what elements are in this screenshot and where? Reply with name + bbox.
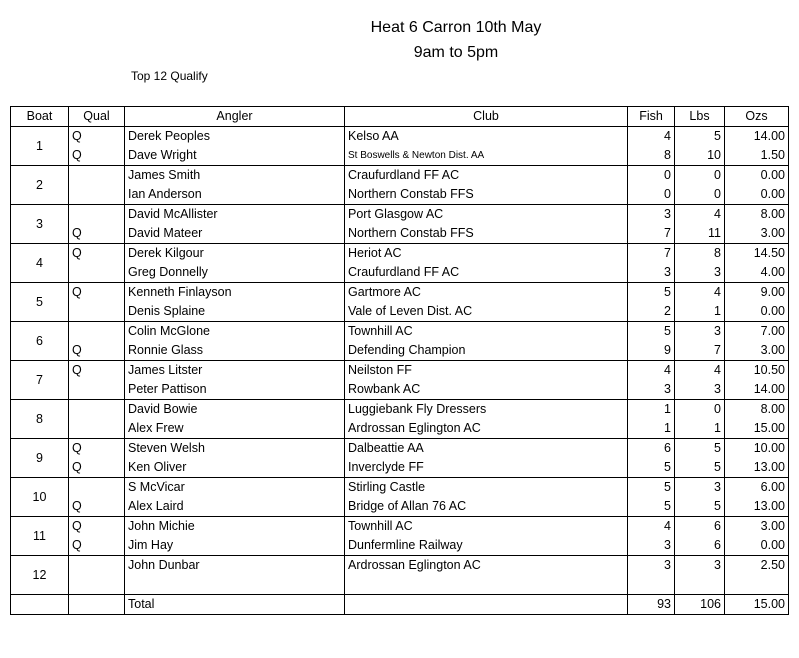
fish-count: 3 [628, 263, 675, 283]
qual-cell [69, 478, 125, 498]
table-row [11, 244, 789, 264]
qual-cell [69, 400, 125, 420]
angler-name: David Bowie [125, 400, 345, 420]
club-name [345, 575, 628, 595]
lbs-value: 5 [675, 497, 725, 517]
lbs-value: 0 [675, 166, 725, 186]
ozs-value: 3.00 [725, 224, 789, 244]
club-name: St Boswells & Newton Dist. AA [345, 146, 628, 166]
lbs-value: 3 [675, 380, 725, 400]
angler-name: Peter Pattison [125, 380, 345, 400]
lbs-value: 4 [675, 361, 725, 381]
boat-number: 5 [11, 283, 69, 322]
fish-count: 4 [628, 361, 675, 381]
ozs-value: 3.00 [725, 517, 789, 537]
table-row [11, 517, 789, 537]
club-name: Townhill AC [345, 517, 628, 537]
table-row [11, 556, 789, 576]
fish-count: 9 [628, 341, 675, 361]
angler-name [125, 575, 345, 595]
angler-name: Colin McGlone [125, 322, 345, 342]
table-row [11, 361, 789, 381]
fish-count: 5 [628, 322, 675, 342]
angler-name: Greg Donnelly [125, 263, 345, 283]
lbs-value [675, 575, 725, 595]
angler-name: Derek Peoples [125, 127, 345, 147]
qual-cell: Q [69, 517, 125, 537]
club-name: Craufurdland FF AC [345, 166, 628, 186]
table-row [11, 283, 789, 303]
total-qual-cell [69, 595, 125, 615]
club-name: Bridge of Allan 76 AC [345, 497, 628, 517]
lbs-value: 3 [675, 322, 725, 342]
lbs-value: 8 [675, 244, 725, 264]
angler-name: Alex Frew [125, 419, 345, 439]
boat-number: 7 [11, 361, 69, 400]
ozs-value: 0.00 [725, 166, 789, 186]
lbs-value: 4 [675, 205, 725, 225]
fish-count: 6 [628, 439, 675, 459]
table-row [11, 575, 789, 595]
table-row [11, 341, 789, 361]
total-label: Total [125, 595, 345, 615]
ozs-value: 0.00 [725, 185, 789, 205]
lbs-value: 11 [675, 224, 725, 244]
club-name: Heriot AC [345, 244, 628, 264]
boat-number: 11 [11, 517, 69, 556]
fish-count: 7 [628, 244, 675, 264]
ozs-value: 1.50 [725, 146, 789, 166]
ozs-value: 4.00 [725, 263, 789, 283]
qual-cell: Q [69, 536, 125, 556]
qual-cell [69, 166, 125, 186]
angler-name: Denis Splaine [125, 302, 345, 322]
qual-cell [69, 205, 125, 225]
qual-cell [69, 419, 125, 439]
ozs-value: 8.00 [725, 400, 789, 420]
table-row [11, 146, 789, 166]
ozs-value: 10.50 [725, 361, 789, 381]
ozs-value: 14.00 [725, 127, 789, 147]
qual-cell: Q [69, 497, 125, 517]
ozs-value: 3.00 [725, 341, 789, 361]
qual-cell [69, 263, 125, 283]
fish-count: 3 [628, 536, 675, 556]
club-name: Craufurdland FF AC [345, 263, 628, 283]
qual-cell [69, 185, 125, 205]
angler-name: Ian Anderson [125, 185, 345, 205]
lbs-value: 5 [675, 127, 725, 147]
ozs-value: 10.00 [725, 439, 789, 459]
angler-name: David McAllister [125, 205, 345, 225]
qual-cell: Q [69, 283, 125, 303]
angler-name: John Michie [125, 517, 345, 537]
club-name: Dalbeattie AA [345, 439, 628, 459]
ozs-value: 13.00 [725, 458, 789, 478]
lbs-value: 0 [675, 185, 725, 205]
lbs-value: 5 [675, 439, 725, 459]
qual-cell: Q [69, 127, 125, 147]
qualify-note: Top 12 Qualify [131, 69, 208, 83]
qual-cell [69, 380, 125, 400]
lbs-value: 1 [675, 419, 725, 439]
angler-name: Dave Wright [125, 146, 345, 166]
header-ozs: Ozs [725, 107, 789, 127]
lbs-value: 5 [675, 458, 725, 478]
angler-name: David Mateer [125, 224, 345, 244]
angler-name: Derek Kilgour [125, 244, 345, 264]
qual-cell: Q [69, 439, 125, 459]
boat-number: 6 [11, 322, 69, 361]
fish-count: 5 [628, 458, 675, 478]
ozs-value: 15.00 [725, 419, 789, 439]
header-angler: Angler [125, 107, 345, 127]
club-name: Northern Constab FFS [345, 224, 628, 244]
lbs-value: 6 [675, 517, 725, 537]
lbs-value: 3 [675, 556, 725, 576]
fish-count: 4 [628, 517, 675, 537]
header-lbs: Lbs [675, 107, 725, 127]
ozs-value [725, 575, 789, 595]
boat-number: 12 [11, 556, 69, 595]
club-name: Ardrossan Eglington AC [345, 419, 628, 439]
qual-cell: Q [69, 361, 125, 381]
boat-number: 8 [11, 400, 69, 439]
fish-count: 5 [628, 478, 675, 498]
header-boat: Boat [11, 107, 69, 127]
table-row [11, 322, 789, 342]
fish-count: 1 [628, 400, 675, 420]
total-ozs: 15.00 [725, 595, 789, 615]
fish-count [628, 575, 675, 595]
total-row [11, 595, 789, 615]
ozs-value: 13.00 [725, 497, 789, 517]
fish-count: 3 [628, 380, 675, 400]
fish-count: 3 [628, 205, 675, 225]
results-body [11, 127, 789, 595]
table-row [11, 400, 789, 420]
angler-name: Alex Laird [125, 497, 345, 517]
results-table [10, 106, 789, 615]
lbs-value: 0 [675, 400, 725, 420]
table-row [11, 439, 789, 459]
qual-cell [69, 556, 125, 576]
ozs-value: 8.00 [725, 205, 789, 225]
angler-name: Jim Hay [125, 536, 345, 556]
angler-name: Ken Oliver [125, 458, 345, 478]
club-name: Northern Constab FFS [345, 185, 628, 205]
boat-number: 9 [11, 439, 69, 478]
table-row [11, 380, 789, 400]
boat-number: 2 [11, 166, 69, 205]
club-name: Neilston FF [345, 361, 628, 381]
fish-count: 5 [628, 497, 675, 517]
fish-count: 0 [628, 166, 675, 186]
table-row [11, 127, 789, 147]
time-range: 9am to 5pm [413, 44, 499, 61]
club-name: Vale of Leven Dist. AC [345, 302, 628, 322]
table-row [11, 478, 789, 498]
total-club-cell [345, 595, 628, 615]
table-row [11, 166, 789, 186]
fish-count: 1 [628, 419, 675, 439]
total-lbs: 106 [675, 595, 725, 615]
fish-count: 2 [628, 302, 675, 322]
table-row [11, 497, 789, 517]
lbs-value: 10 [675, 146, 725, 166]
lbs-value: 4 [675, 283, 725, 303]
ozs-value: 0.00 [725, 302, 789, 322]
angler-name: James Smith [125, 166, 345, 186]
club-name: Port Glasgow AC [345, 205, 628, 225]
boat-number: 1 [11, 127, 69, 166]
qual-cell: Q [69, 458, 125, 478]
table-row [11, 185, 789, 205]
club-name: Townhill AC [345, 322, 628, 342]
club-name: Inverclyde FF [345, 458, 628, 478]
ozs-value: 2.50 [725, 556, 789, 576]
ozs-value: 14.00 [725, 380, 789, 400]
boat-number: 3 [11, 205, 69, 244]
lbs-value: 3 [675, 478, 725, 498]
table-row [11, 536, 789, 556]
lbs-value: 6 [675, 536, 725, 556]
fish-count: 5 [628, 283, 675, 303]
table-row [11, 419, 789, 439]
ozs-value: 9.00 [725, 283, 789, 303]
lbs-value: 3 [675, 263, 725, 283]
lbs-value: 1 [675, 302, 725, 322]
header-qual: Qual [69, 107, 125, 127]
page-title: Heat 6 Carron 10th May [370, 19, 542, 36]
club-name: Kelso AA [345, 127, 628, 147]
club-name: Dunfermline Railway [345, 536, 628, 556]
total-boat-cell [11, 595, 69, 615]
club-name: Defending Champion [345, 341, 628, 361]
club-name: Ardrossan Eglington AC [345, 556, 628, 576]
club-name: Rowbank AC [345, 380, 628, 400]
total-fish: 93 [628, 595, 675, 615]
angler-name: Ronnie Glass [125, 341, 345, 361]
table-row [11, 205, 789, 225]
fish-count: 8 [628, 146, 675, 166]
table-row [11, 224, 789, 244]
header-fish: Fish [628, 107, 675, 127]
boat-number: 10 [11, 478, 69, 517]
qual-cell: Q [69, 146, 125, 166]
table-row [11, 458, 789, 478]
fish-count: 3 [628, 556, 675, 576]
qual-cell [69, 302, 125, 322]
angler-name: Kenneth Finlayson [125, 283, 345, 303]
qual-cell [69, 575, 125, 595]
club-name: Stirling Castle [345, 478, 628, 498]
ozs-value: 6.00 [725, 478, 789, 498]
ozs-value: 7.00 [725, 322, 789, 342]
qual-cell: Q [69, 224, 125, 244]
qual-cell: Q [69, 341, 125, 361]
header-club: Club [345, 107, 628, 127]
angler-name: James Litster [125, 361, 345, 381]
qual-cell: Q [69, 244, 125, 264]
angler-name: John Dunbar [125, 556, 345, 576]
ozs-value: 14.50 [725, 244, 789, 264]
fish-count: 0 [628, 185, 675, 205]
lbs-value: 7 [675, 341, 725, 361]
club-name: Gartmore AC [345, 283, 628, 303]
fish-count: 4 [628, 127, 675, 147]
fish-count: 7 [628, 224, 675, 244]
angler-name: S McVicar [125, 478, 345, 498]
table-row [11, 263, 789, 283]
header-row [11, 107, 789, 127]
boat-number: 4 [11, 244, 69, 283]
club-name: Luggiebank Fly Dressers [345, 400, 628, 420]
angler-name: Steven Welsh [125, 439, 345, 459]
qual-cell [69, 322, 125, 342]
table-row [11, 302, 789, 322]
ozs-value: 0.00 [725, 536, 789, 556]
